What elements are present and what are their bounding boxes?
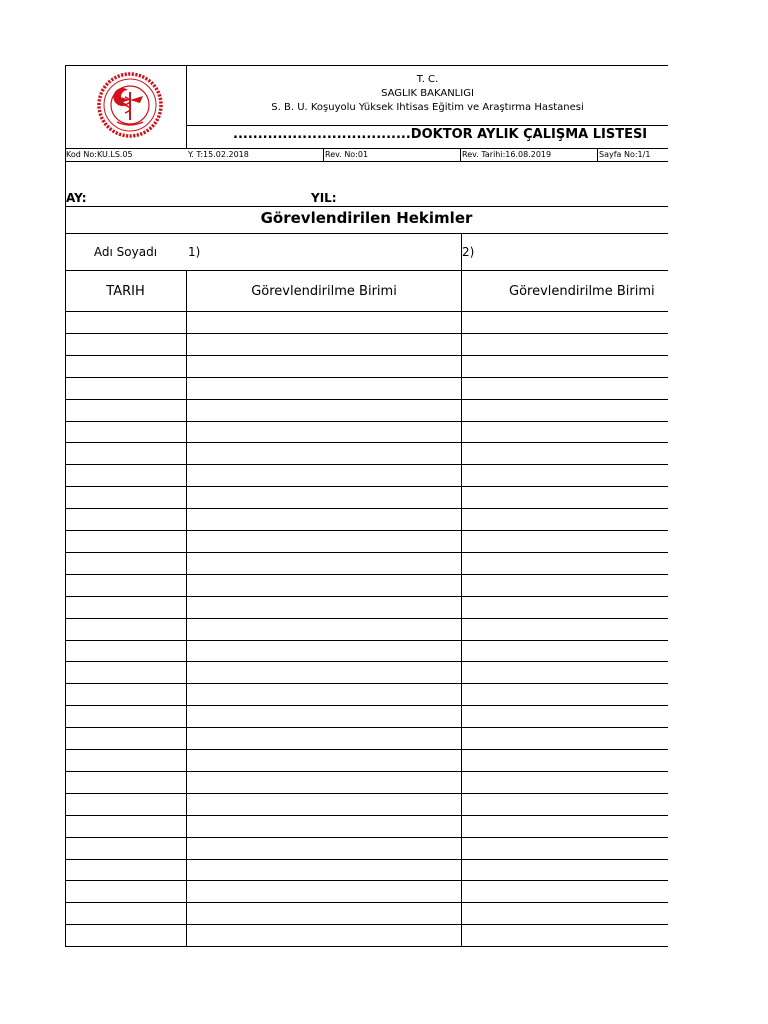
table-row-line	[65, 574, 668, 575]
header-line-ministry: SAĞLIK BAKANLIĞI	[381, 88, 474, 99]
table-row-line	[65, 464, 668, 465]
top-border	[65, 65, 668, 66]
meta-top-line	[65, 148, 668, 149]
doctor-1-label: 1)	[188, 245, 201, 259]
table-row-line	[65, 421, 668, 422]
table-row-line	[65, 530, 668, 531]
table-row-line	[65, 683, 668, 684]
page-no: Sayfa No:1/1	[599, 150, 651, 159]
col-divider-unit2	[461, 233, 462, 947]
period-bottom-line	[65, 206, 668, 207]
title-top-line	[186, 125, 668, 126]
yayin-tarihi: Y. T:15.02.2018	[188, 150, 249, 159]
table-row-line	[65, 640, 668, 641]
revision-no: Rev. No:01	[325, 150, 369, 159]
table-row-line	[65, 596, 668, 597]
doctor-2-label: 2)	[462, 245, 475, 259]
table-row-line	[65, 377, 668, 378]
table-row-line	[65, 946, 668, 947]
header-line-hospital: S. B. Ü. Koşuyolu Yüksek İhtisas Eğitim ve Araştırma Hastanesi	[271, 102, 584, 113]
table-row-line	[65, 727, 668, 728]
name-label: Adı Soyadı	[93, 245, 158, 259]
table-row-line	[65, 793, 668, 794]
ministry-of-health-seal-icon	[95, 70, 165, 140]
meta-divider-1	[323, 148, 324, 161]
header-line-tc: T. C.	[416, 74, 439, 85]
table-row-line	[65, 399, 668, 400]
table-header-bottom-line	[65, 311, 668, 312]
document-title: ....................................DOKTOR AYLIK ÇALIŞMA LİSTESİ	[233, 127, 648, 142]
table-row-line	[65, 333, 668, 334]
unit-2-column-header: Görevlendirilme Birimi	[509, 284, 655, 299]
table-row-line	[65, 902, 668, 903]
table-row-line	[65, 880, 668, 881]
date-column-header: TARİH	[106, 284, 145, 299]
table-row-line	[65, 924, 668, 925]
col-divider-unit1	[186, 270, 187, 947]
table-row-line	[65, 815, 668, 816]
table-row-line	[65, 661, 668, 662]
month-label: AY:	[66, 191, 87, 205]
kod-no: Kod No:KU.LS.05	[66, 150, 133, 159]
meta-divider-3	[597, 148, 598, 161]
year-label: YIL:	[311, 191, 337, 205]
table-row-line	[65, 552, 668, 553]
table-row-line	[65, 771, 668, 772]
section-bottom-line	[65, 233, 668, 234]
table-row-line	[65, 859, 668, 860]
table-row-line	[65, 705, 668, 706]
table-row-line	[65, 749, 668, 750]
table-row-line	[65, 486, 668, 487]
meta-bottom-line	[65, 161, 668, 162]
section-title: Görevlendirilen Hekimler	[260, 209, 473, 227]
revision-date: Rev. Tarihi:16.08.2019	[462, 150, 552, 159]
table-row-line	[65, 618, 668, 619]
unit-1-column-header: Görevlendirilme Birimi	[251, 284, 397, 299]
name-row-bottom-line	[65, 270, 668, 271]
table-row-line	[65, 355, 668, 356]
table-row-line	[65, 508, 668, 509]
table-row-line	[65, 442, 668, 443]
table-row-line	[65, 837, 668, 838]
meta-divider-2	[460, 148, 461, 161]
